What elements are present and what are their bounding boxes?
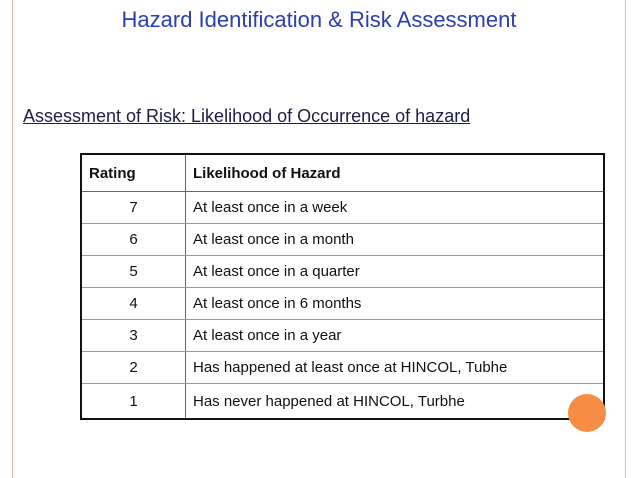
table-row bbox=[81, 352, 604, 384]
slide-subtitle: Assessment of Risk: Likelihood of Occurrence of hazard bbox=[23, 106, 471, 126]
table-header-row bbox=[81, 154, 604, 192]
likelihood-cell: At least once in 6 months bbox=[186, 288, 605, 320]
frame-left-line bbox=[12, 0, 13, 478]
rating-cell: 1 bbox=[81, 384, 186, 420]
rating-cell: 3 bbox=[81, 320, 186, 352]
table-row bbox=[81, 384, 604, 420]
frame-right-line bbox=[625, 0, 626, 478]
likelihood-cell: Has never happened at HINCOL, Turbhe bbox=[193, 392, 465, 410]
header-likelihood: Likelihood of Hazard bbox=[186, 154, 605, 192]
rating-cell: 7 bbox=[81, 192, 186, 224]
rating-cell: 2 bbox=[81, 352, 186, 384]
likelihood-cell: At least once in a quarter bbox=[186, 256, 605, 288]
decorative-dot-icon bbox=[568, 394, 606, 432]
table-row bbox=[81, 288, 604, 320]
header-rating: Rating bbox=[81, 154, 186, 192]
table-row bbox=[81, 224, 604, 256]
rating-cell: 4 bbox=[81, 288, 186, 320]
table-row bbox=[81, 320, 604, 352]
likelihood-cell: At least once in a week bbox=[186, 192, 605, 224]
likelihood-cell: At least once in a month bbox=[186, 224, 605, 256]
table-row bbox=[81, 192, 604, 224]
likelihood-cell: Has happened at least once at HINCOL, Tubhe bbox=[186, 352, 605, 384]
likelihood-cell: At least once in a year bbox=[186, 320, 605, 352]
rating-cell: 5 bbox=[81, 256, 186, 288]
rating-cell: 6 bbox=[81, 224, 186, 256]
table-row bbox=[81, 256, 604, 288]
likelihood-table bbox=[80, 153, 605, 420]
slide-title: Hazard Identification & Risk Assessment bbox=[121, 7, 517, 32]
